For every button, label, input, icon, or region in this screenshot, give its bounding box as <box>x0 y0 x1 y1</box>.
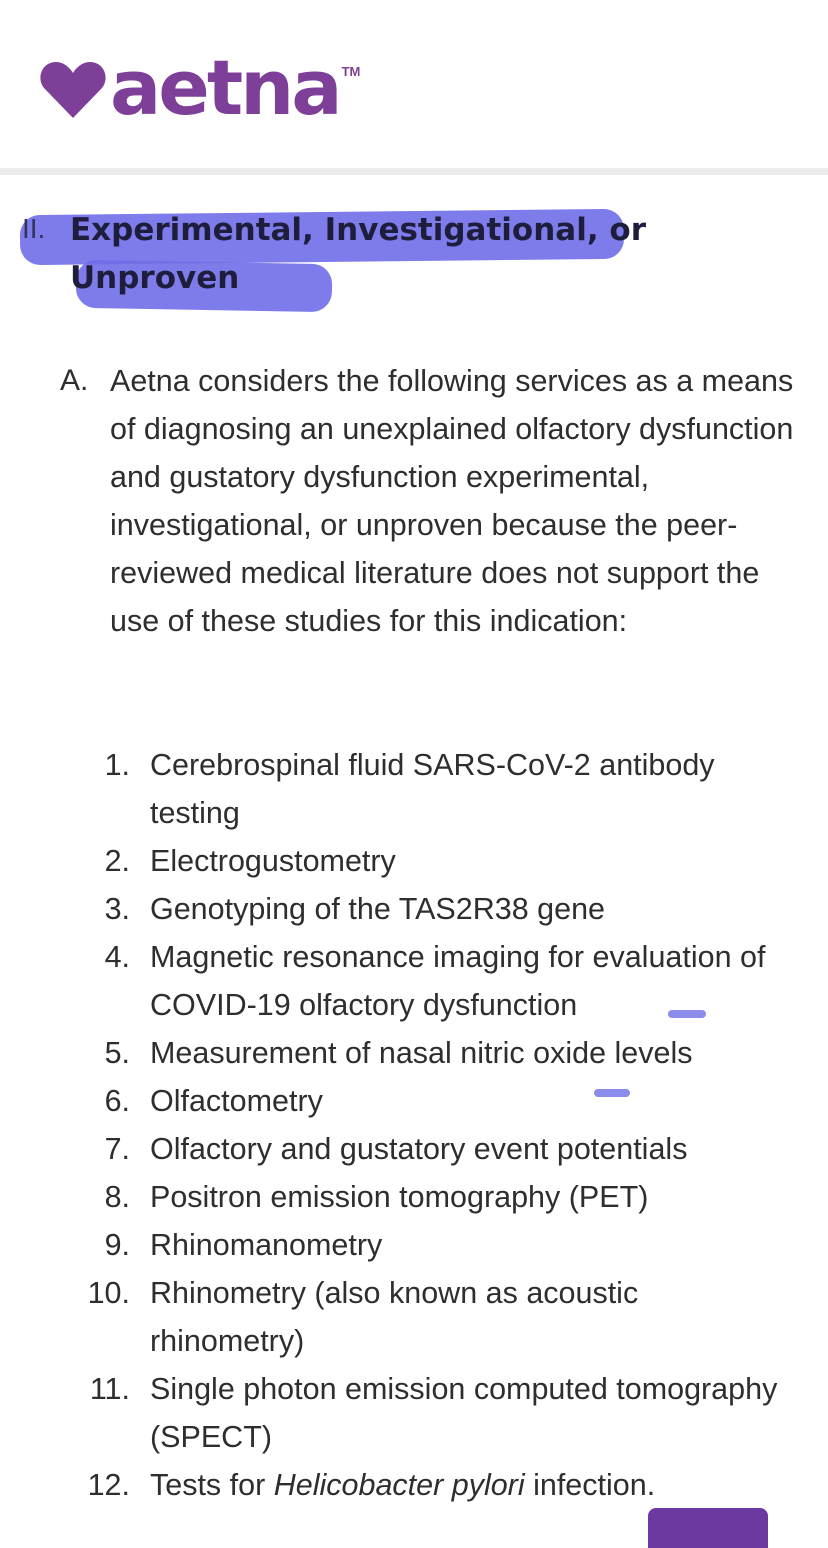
header <box>0 0 828 168</box>
list-item <box>0 1077 800 1125</box>
item-number: 7. <box>104 1132 130 1166</box>
item-number: 6. <box>104 1084 130 1118</box>
aetna-logo[interactable] <box>40 43 361 132</box>
section-number: II. <box>22 213 46 244</box>
item-number: 12. <box>87 1468 130 1502</box>
floating-button[interactable] <box>648 1508 768 1548</box>
paragraph-text: Aetna considers the following services as a means of diagnosing an unexplained olfactory dysfunction and gustatory dysfunction experimental, investigational, or unproven because the peer-reviewed medical literature does not support the use of these studies for this indication: <box>110 364 794 638</box>
item-text: Positron emission tomography (PET) <box>150 1180 649 1214</box>
highlight-mark <box>668 1010 706 1018</box>
item-text-after: infection. <box>524 1468 656 1502</box>
item-number: 1. <box>104 748 130 782</box>
list-item <box>0 741 800 837</box>
highlight-mark <box>594 1089 630 1097</box>
list-item <box>0 1029 800 1077</box>
list-item <box>0 1365 800 1461</box>
section-title: Experimental, Investigational, or Unproven <box>70 212 646 296</box>
item-number: 5. <box>104 1036 130 1070</box>
item-number: 11. <box>89 1372 130 1406</box>
item-text: Single photon emission computed tomography (SPECT) <box>150 1372 778 1454</box>
header-divider <box>0 168 828 175</box>
item-number: 9. <box>104 1228 130 1262</box>
list-item <box>0 837 800 885</box>
list-item <box>0 1221 800 1269</box>
item-text: Cerebrospinal fluid SARS-CoV-2 antibody testing <box>150 748 715 830</box>
item-text: Rhinometry (also known as acoustic rhinometry) <box>150 1276 639 1358</box>
item-text: Olfactometry <box>150 1084 323 1118</box>
item-text-italic: Helicobacter pylori <box>273 1468 525 1502</box>
item-text: Magnetic resonance imaging for evaluation of COVID-19 olfactory dysfunction <box>150 940 766 1022</box>
heart-icon <box>40 60 106 120</box>
item-number: 3. <box>104 892 130 926</box>
list-item <box>0 885 800 933</box>
item-number: 10. <box>87 1276 130 1310</box>
item-text: Electrogustometry <box>150 844 396 878</box>
list-item <box>0 1461 800 1509</box>
services-list <box>0 741 828 1509</box>
item-number: 4. <box>104 940 130 974</box>
logo-wordmark: aetna <box>110 43 340 132</box>
item-text: Rhinomanometry <box>150 1228 383 1262</box>
list-item <box>0 1269 800 1365</box>
list-item <box>0 1173 800 1221</box>
item-text: Genotyping of the TAS2R38 gene <box>150 892 605 926</box>
item-number: 8. <box>104 1180 130 1214</box>
item-text: Measurement of nasal nitric oxide levels <box>150 1036 693 1070</box>
item-text: Olfactory and gustatory event potentials <box>150 1132 688 1166</box>
paragraph-letter: A. <box>60 364 89 397</box>
list-item <box>0 1125 800 1173</box>
item-number: 2. <box>104 844 130 878</box>
item-text-before: Tests for <box>150 1468 274 1502</box>
trademark-mark: TM <box>341 64 361 79</box>
